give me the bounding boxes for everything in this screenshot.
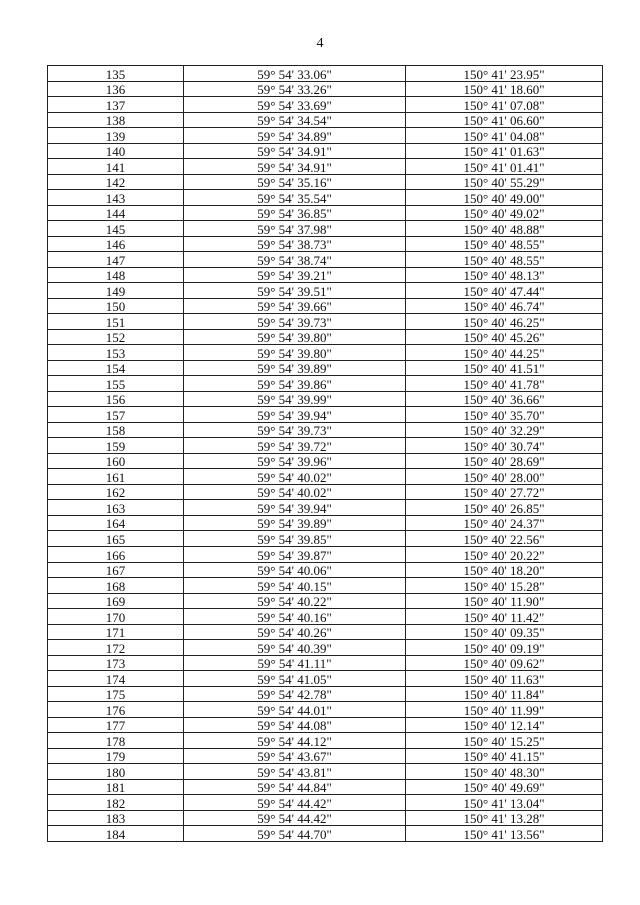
table-row <box>48 546 603 562</box>
latitude-cell: 59° 54' 42.78" <box>184 686 406 702</box>
table-row <box>48 640 603 656</box>
table-row <box>48 407 603 423</box>
latitude-cell: 59° 54' 44.42" <box>184 795 406 811</box>
point-number-cell: 154 <box>48 360 184 376</box>
longitude-cell: 150° 41' 13.28" <box>406 810 603 826</box>
latitude-cell: 59° 54' 40.15" <box>184 578 406 594</box>
point-number-cell: 148 <box>48 267 184 283</box>
table-row <box>48 221 603 237</box>
latitude-cell: 59° 54' 41.05" <box>184 671 406 687</box>
latitude-cell: 59° 54' 40.16" <box>184 609 406 625</box>
table-row <box>48 779 603 795</box>
longitude-cell: 150° 40' 46.25" <box>406 314 603 330</box>
longitude-cell: 150° 40' 11.90" <box>406 593 603 609</box>
table-row <box>48 360 603 376</box>
longitude-cell: 150° 40' 36.66" <box>406 391 603 407</box>
point-number-cell: 165 <box>48 531 184 547</box>
longitude-cell: 150° 40' 22.56" <box>406 531 603 547</box>
table-row <box>48 733 603 749</box>
point-number-cell: 166 <box>48 546 184 562</box>
point-number-cell: 174 <box>48 671 184 687</box>
point-number-cell: 137 <box>48 97 184 113</box>
longitude-cell: 150° 40' 48.55" <box>406 252 603 268</box>
latitude-cell: 59° 54' 39.89" <box>184 360 406 376</box>
latitude-cell: 59° 54' 33.26" <box>184 81 406 97</box>
table-row <box>48 748 603 764</box>
longitude-cell: 150° 40' 46.74" <box>406 298 603 314</box>
latitude-cell: 59° 54' 39.99" <box>184 391 406 407</box>
latitude-cell: 59° 54' 43.81" <box>184 764 406 780</box>
table-row <box>48 624 603 640</box>
coordinates-table-body <box>48 66 603 842</box>
table-row <box>48 562 603 578</box>
latitude-cell: 59° 54' 39.73" <box>184 314 406 330</box>
table-row <box>48 267 603 283</box>
point-number-cell: 184 <box>48 826 184 842</box>
point-number-cell: 141 <box>48 159 184 175</box>
table-row <box>48 686 603 702</box>
point-number-cell: 162 <box>48 484 184 500</box>
table-row <box>48 655 603 671</box>
table-row <box>48 391 603 407</box>
longitude-cell: 150° 40' 48.30" <box>406 764 603 780</box>
point-number-cell: 139 <box>48 128 184 144</box>
table-row <box>48 252 603 268</box>
longitude-cell: 150° 40' 35.70" <box>406 407 603 423</box>
table-row <box>48 469 603 485</box>
latitude-cell: 59° 54' 39.94" <box>184 500 406 516</box>
table-row <box>48 702 603 718</box>
latitude-cell: 59° 54' 44.42" <box>184 810 406 826</box>
latitude-cell: 59° 54' 40.26" <box>184 624 406 640</box>
table-row <box>48 205 603 221</box>
point-number-cell: 178 <box>48 733 184 749</box>
table-row <box>48 578 603 594</box>
table-row <box>48 484 603 500</box>
point-number-cell: 183 <box>48 810 184 826</box>
latitude-cell: 59° 54' 40.02" <box>184 484 406 500</box>
point-number-cell: 171 <box>48 624 184 640</box>
longitude-cell: 150° 40' 11.63" <box>406 671 603 687</box>
longitude-cell: 150° 40' 09.62" <box>406 655 603 671</box>
longitude-cell: 150° 40' 41.78" <box>406 376 603 392</box>
longitude-cell: 150° 41' 06.60" <box>406 112 603 128</box>
latitude-cell: 59° 54' 39.51" <box>184 283 406 299</box>
point-number-cell: 147 <box>48 252 184 268</box>
table-row <box>48 531 603 547</box>
latitude-cell: 59° 54' 34.91" <box>184 143 406 159</box>
longitude-cell: 150° 41' 18.60" <box>406 81 603 97</box>
latitude-cell: 59° 54' 38.73" <box>184 236 406 252</box>
point-number-cell: 182 <box>48 795 184 811</box>
table-row <box>48 283 603 299</box>
point-number-cell: 157 <box>48 407 184 423</box>
table-row <box>48 112 603 128</box>
point-number-cell: 169 <box>48 593 184 609</box>
longitude-cell: 150° 40' 09.35" <box>406 624 603 640</box>
latitude-cell: 59° 54' 35.16" <box>184 174 406 190</box>
longitude-cell: 150° 40' 49.00" <box>406 190 603 206</box>
point-number-cell: 138 <box>48 112 184 128</box>
longitude-cell: 150° 40' 12.14" <box>406 717 603 733</box>
latitude-cell: 59° 54' 44.08" <box>184 717 406 733</box>
table-row <box>48 190 603 206</box>
point-number-cell: 158 <box>48 422 184 438</box>
latitude-cell: 59° 54' 39.80" <box>184 345 406 361</box>
longitude-cell: 150° 40' 28.00" <box>406 469 603 485</box>
latitude-cell: 59° 54' 39.85" <box>184 531 406 547</box>
table-row <box>48 345 603 361</box>
longitude-cell: 150° 40' 49.69" <box>406 779 603 795</box>
table-row <box>48 66 603 82</box>
table-row <box>48 593 603 609</box>
latitude-cell: 59° 54' 39.94" <box>184 407 406 423</box>
longitude-cell: 150° 40' 45.26" <box>406 329 603 345</box>
point-number-cell: 163 <box>48 500 184 516</box>
longitude-cell: 150° 41' 13.04" <box>406 795 603 811</box>
table-row <box>48 128 603 144</box>
point-number-cell: 140 <box>48 143 184 159</box>
point-number-cell: 150 <box>48 298 184 314</box>
longitude-cell: 150° 40' 48.55" <box>406 236 603 252</box>
table-row <box>48 376 603 392</box>
latitude-cell: 59° 54' 39.80" <box>184 329 406 345</box>
latitude-cell: 59° 54' 34.91" <box>184 159 406 175</box>
point-number-cell: 155 <box>48 376 184 392</box>
point-number-cell: 167 <box>48 562 184 578</box>
longitude-cell: 150° 40' 41.51" <box>406 360 603 376</box>
table-row <box>48 329 603 345</box>
point-number-cell: 173 <box>48 655 184 671</box>
longitude-cell: 150° 40' 41.15" <box>406 748 603 764</box>
latitude-cell: 59° 54' 38.74" <box>184 252 406 268</box>
longitude-cell: 150° 40' 27.72" <box>406 484 603 500</box>
table-row <box>48 143 603 159</box>
point-number-cell: 136 <box>48 81 184 97</box>
point-number-cell: 152 <box>48 329 184 345</box>
longitude-cell: 150° 40' 15.28" <box>406 578 603 594</box>
point-number-cell: 168 <box>48 578 184 594</box>
longitude-cell: 150° 40' 24.37" <box>406 515 603 531</box>
point-number-cell: 143 <box>48 190 184 206</box>
table-row <box>48 438 603 454</box>
latitude-cell: 59° 54' 33.06" <box>184 66 406 82</box>
table-row <box>48 298 603 314</box>
table-row <box>48 609 603 625</box>
point-number-cell: 159 <box>48 438 184 454</box>
longitude-cell: 150° 40' 30.74" <box>406 438 603 454</box>
table-row <box>48 81 603 97</box>
point-number-cell: 161 <box>48 469 184 485</box>
table-row <box>48 500 603 516</box>
latitude-cell: 59° 54' 44.12" <box>184 733 406 749</box>
table-row <box>48 795 603 811</box>
point-number-cell: 144 <box>48 205 184 221</box>
point-number-cell: 151 <box>48 314 184 330</box>
longitude-cell: 150° 41' 04.08" <box>406 128 603 144</box>
point-number-cell: 177 <box>48 717 184 733</box>
table-row <box>48 422 603 438</box>
longitude-cell: 150° 41' 13.56" <box>406 826 603 842</box>
latitude-cell: 59° 54' 39.73" <box>184 422 406 438</box>
longitude-cell: 150° 40' 26.85" <box>406 500 603 516</box>
longitude-cell: 150° 40' 18.20" <box>406 562 603 578</box>
longitude-cell: 150° 40' 55.29" <box>406 174 603 190</box>
latitude-cell: 59° 54' 39.87" <box>184 546 406 562</box>
point-number-cell: 135 <box>48 66 184 82</box>
longitude-cell: 150° 40' 48.88" <box>406 221 603 237</box>
table-row <box>48 515 603 531</box>
table-row <box>48 810 603 826</box>
point-number-cell: 146 <box>48 236 184 252</box>
page-number: 4 <box>316 36 324 51</box>
latitude-cell: 59° 54' 39.21" <box>184 267 406 283</box>
latitude-cell: 59° 54' 39.96" <box>184 453 406 469</box>
longitude-cell: 150° 40' 11.84" <box>406 686 603 702</box>
table-row <box>48 717 603 733</box>
longitude-cell: 150° 40' 32.29" <box>406 422 603 438</box>
point-number-cell: 153 <box>48 345 184 361</box>
coordinates-table <box>47 65 603 842</box>
table-row <box>48 671 603 687</box>
latitude-cell: 59° 54' 37.98" <box>184 221 406 237</box>
point-number-cell: 170 <box>48 609 184 625</box>
latitude-cell: 59° 54' 40.22" <box>184 593 406 609</box>
point-number-cell: 142 <box>48 174 184 190</box>
table-row <box>48 174 603 190</box>
table-row <box>48 314 603 330</box>
point-number-cell: 164 <box>48 515 184 531</box>
table-row <box>48 453 603 469</box>
table-row <box>48 826 603 842</box>
point-number-cell: 172 <box>48 640 184 656</box>
latitude-cell: 59° 54' 44.84" <box>184 779 406 795</box>
latitude-cell: 59° 54' 41.11" <box>184 655 406 671</box>
longitude-cell: 150° 40' 48.13" <box>406 267 603 283</box>
latitude-cell: 59° 54' 39.66" <box>184 298 406 314</box>
latitude-cell: 59° 54' 40.39" <box>184 640 406 656</box>
latitude-cell: 59° 54' 34.54" <box>184 112 406 128</box>
point-number-cell: 145 <box>48 221 184 237</box>
latitude-cell: 59° 54' 44.01" <box>184 702 406 718</box>
longitude-cell: 150° 40' 11.99" <box>406 702 603 718</box>
point-number-cell: 181 <box>48 779 184 795</box>
longitude-cell: 150° 40' 20.22" <box>406 546 603 562</box>
longitude-cell: 150° 41' 01.63" <box>406 143 603 159</box>
table-row <box>48 97 603 113</box>
point-number-cell: 149 <box>48 283 184 299</box>
latitude-cell: 59° 54' 39.72" <box>184 438 406 454</box>
latitude-cell: 59° 54' 40.06" <box>184 562 406 578</box>
longitude-cell: 150° 40' 28.69" <box>406 453 603 469</box>
latitude-cell: 59° 54' 40.02" <box>184 469 406 485</box>
latitude-cell: 59° 54' 39.86" <box>184 376 406 392</box>
longitude-cell: 150° 41' 07.08" <box>406 97 603 113</box>
latitude-cell: 59° 54' 34.89" <box>184 128 406 144</box>
table-row <box>48 236 603 252</box>
point-number-cell: 180 <box>48 764 184 780</box>
point-number-cell: 160 <box>48 453 184 469</box>
longitude-cell: 150° 40' 15.25" <box>406 733 603 749</box>
point-number-cell: 156 <box>48 391 184 407</box>
latitude-cell: 59° 54' 44.70" <box>184 826 406 842</box>
longitude-cell: 150° 41' 23.95" <box>406 66 603 82</box>
point-number-cell: 175 <box>48 686 184 702</box>
latitude-cell: 59° 54' 43.67" <box>184 748 406 764</box>
table-row <box>48 764 603 780</box>
latitude-cell: 59° 54' 33.69" <box>184 97 406 113</box>
longitude-cell: 150° 41' 01.41" <box>406 159 603 175</box>
table-row <box>48 159 603 175</box>
longitude-cell: 150° 40' 11.42" <box>406 609 603 625</box>
longitude-cell: 150° 40' 47.44" <box>406 283 603 299</box>
longitude-cell: 150° 40' 49.02" <box>406 205 603 221</box>
longitude-cell: 150° 40' 44.25" <box>406 345 603 361</box>
latitude-cell: 59° 54' 35.54" <box>184 190 406 206</box>
longitude-cell: 150° 40' 09.19" <box>406 640 603 656</box>
latitude-cell: 59° 54' 36.85" <box>184 205 406 221</box>
point-number-cell: 179 <box>48 748 184 764</box>
latitude-cell: 59° 54' 39.89" <box>184 515 406 531</box>
point-number-cell: 176 <box>48 702 184 718</box>
